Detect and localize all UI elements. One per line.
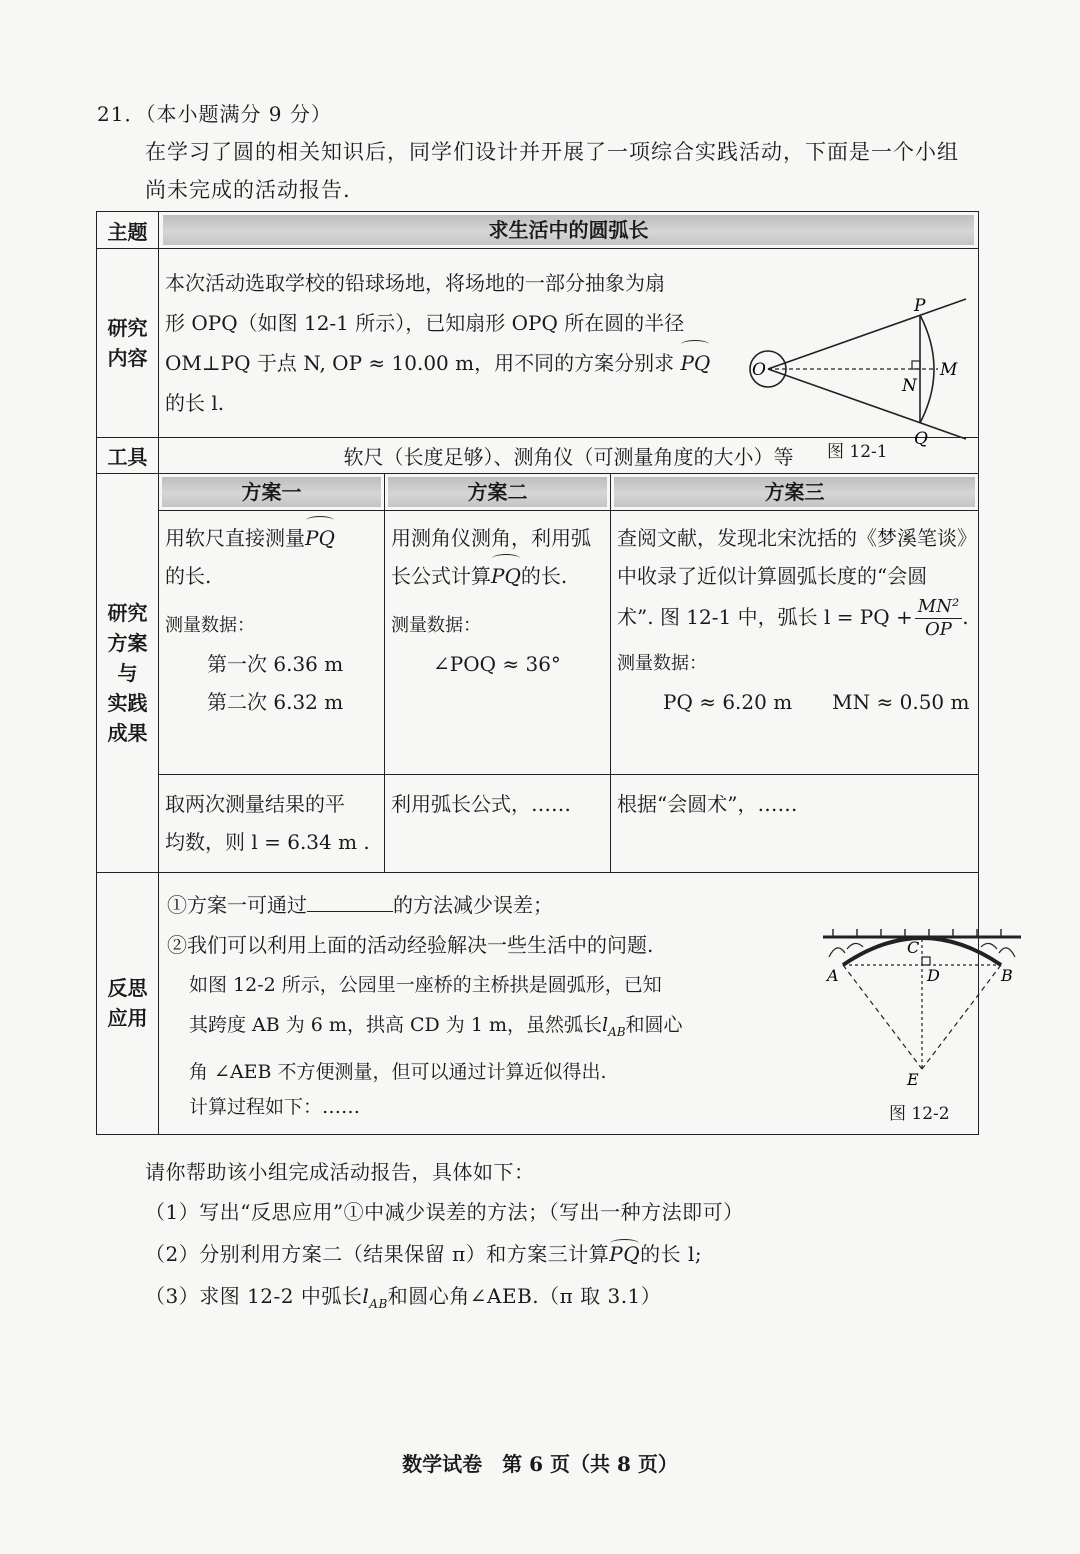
ray-op: [768, 299, 966, 369]
reflect-cell: [159, 873, 1013, 1135]
question-title: 21．（本小题满分 9 分）: [97, 102, 332, 126]
label-o: O: [752, 360, 766, 380]
plan1-text-a: 用软尺直接测量: [165, 526, 305, 550]
plan3-text-b: 中收录了近似计算圆弧长度的“会圆: [617, 564, 928, 588]
plan1-data-label: 测量数据：: [165, 615, 255, 636]
label-a: A: [827, 966, 839, 985]
task-2: [145, 1238, 702, 1267]
reflect-1b: 的方法减少误差；: [393, 893, 553, 917]
plan2-data-label: 测量数据：: [391, 615, 481, 636]
radius-ae: [843, 965, 922, 1069]
plan1-result-2: 均数，则 l = 6.34 m .: [165, 830, 370, 854]
task-2a: （2）分别利用方案二（结果保留 π）和方案三计算: [145, 1242, 610, 1266]
frac-denominator: OP: [925, 619, 952, 640]
plan1-arc: PQ: [305, 519, 335, 557]
plan1-header: 方案一: [162, 477, 381, 507]
reflect-5: 角 ∠AEB 不方便测量，但可以通过计算近似得出.: [189, 1060, 607, 1083]
plan1-result-1: 取两次测量结果的平: [165, 792, 345, 816]
plan3-body: [611, 511, 979, 775]
content-line4: 的长 l.: [165, 391, 225, 415]
reflect-arc-sub: AB: [608, 1024, 626, 1039]
figure-12-1-caption: 图 12-1: [827, 442, 888, 462]
reflect-label: 反思 应用: [97, 873, 159, 1135]
question-intro-line1: 在学习了圆的相关知识后，同学们设计并开展了一项综合实践活动，下面是一个小组: [145, 140, 959, 164]
label-p: P: [914, 296, 926, 316]
plan2-text-b1: 长公式计算: [391, 564, 491, 588]
task-3b: 和圆心角∠AEB.（π 取 3.1）: [387, 1284, 662, 1308]
plan2-text-b2: 的长.: [520, 564, 568, 588]
page-footer: 数学试卷 第 6 页（共 8 页）: [402, 1452, 678, 1476]
reflect-4b: 和圆心: [625, 1014, 683, 1036]
label-c: C: [907, 938, 920, 957]
plan3-fraction: [915, 596, 962, 641]
task-3a: （3）求图 12-2 中弧长: [145, 1284, 363, 1308]
topic-title: 求生活中的圆弧长: [163, 215, 974, 245]
plan1-text-b: 的长.: [165, 564, 212, 588]
plan1-data-2: 第二次 6.32 m: [207, 690, 344, 714]
plan2-header: 方案二: [388, 477, 607, 507]
content-line2: 形 OPQ（如图 12-1 所示），已知扇形 OPQ 所在圆的半径: [165, 311, 685, 335]
plan2-arc: PQ: [491, 557, 521, 595]
plans-label: 研究 方案 与 实践 成果: [97, 474, 159, 873]
right-angle-d: [922, 957, 930, 965]
task-2-arc: PQ: [609, 1242, 641, 1266]
label-e: E: [907, 1070, 919, 1089]
arc-pq: PQ: [680, 343, 710, 383]
plan3-text-c-end: .: [962, 605, 969, 629]
task-3-arc-sub: AB: [369, 1297, 388, 1311]
plan1-body: [159, 511, 385, 775]
plan2-body: [385, 511, 611, 775]
task-3: [145, 1280, 661, 1311]
plan2-result: 利用弧长公式，……: [385, 775, 611, 873]
answer-blank[interactable]: [307, 893, 393, 912]
plan3-text-a: 查阅文献，发现北宋沈括的《梦溪笔谈》: [617, 526, 977, 550]
reflect-4a: 其跨度 AB 为 6 m，拱高 CD 为 1 m，虽然弧长: [189, 1014, 602, 1036]
figure-12-1: [734, 251, 974, 449]
figure-12-2-caption: 图 12-2: [889, 1104, 950, 1124]
reflect-2: ②我们可以利用上面的活动经验解决一些生活中的问题.: [167, 933, 654, 957]
plan1-data-1: 第一次 6.36 m: [207, 652, 344, 676]
label-n: N: [902, 376, 917, 396]
reflect-1a: ①方案一可通过: [167, 893, 307, 917]
ray-oq: [768, 369, 966, 439]
content-line3: OM⊥PQ 于点 N, OP ≈ 10.00 m，用不同的方案分别求: [165, 351, 675, 375]
label-q: Q: [914, 429, 928, 449]
tasks-lead: 请你帮助该小组完成活动报告，具体如下：: [145, 1160, 535, 1184]
tools-text: 软尺（长度足够）、测角仪（可测量角度的大小）等: [159, 438, 979, 474]
reflect-6: 计算过程如下：……: [189, 1095, 361, 1118]
task-2b: 的长 l;: [640, 1242, 703, 1266]
content-label: 研究 内容: [97, 249, 159, 438]
tools-label: 工具: [97, 438, 159, 474]
reflect-arc-symbol: l: [601, 1014, 609, 1036]
activity-report-table: [96, 211, 1013, 1135]
plan3-data-label: 测量数据：: [617, 653, 707, 674]
task-1: （1）写出“反思应用”①中减少误差的方法；（写出一种方法即可）: [145, 1200, 744, 1224]
plan3-header: 方案三: [614, 477, 975, 507]
reflect-3: 如图 12-2 所示，公园里一座桥的主桥拱是圆弧形，已知: [189, 974, 662, 996]
task-3-arc-symbol: l: [362, 1284, 370, 1308]
content-line1: 本次活动选取学校的铅球场地，将场地的一部分抽象为扇: [165, 271, 665, 295]
label-d: D: [927, 966, 940, 985]
plan1-result: [159, 775, 385, 873]
label-m: M: [940, 360, 958, 380]
plan2-text-a: 用测角仪测角，利用弧: [391, 526, 591, 550]
question-intro-line2: 尚未完成的活动报告.: [145, 178, 351, 202]
frac-numerator: MN²: [915, 596, 962, 619]
right-angle-mark: [912, 361, 920, 369]
label-b: B: [1001, 966, 1013, 985]
figure-12-2: [819, 919, 1029, 1089]
plan3-result: 根据“会圆术”，……: [611, 775, 979, 873]
plan3-data-line: PQ ≈ 6.20 m MN ≈ 0.50 m: [663, 690, 970, 714]
topic-label: 主题: [97, 212, 159, 249]
plan2-data-1: ∠POQ ≈ 36°: [433, 652, 561, 676]
plan3-text-c: 术”. 图 12-1 中，弧长 l = PQ +: [617, 605, 913, 629]
